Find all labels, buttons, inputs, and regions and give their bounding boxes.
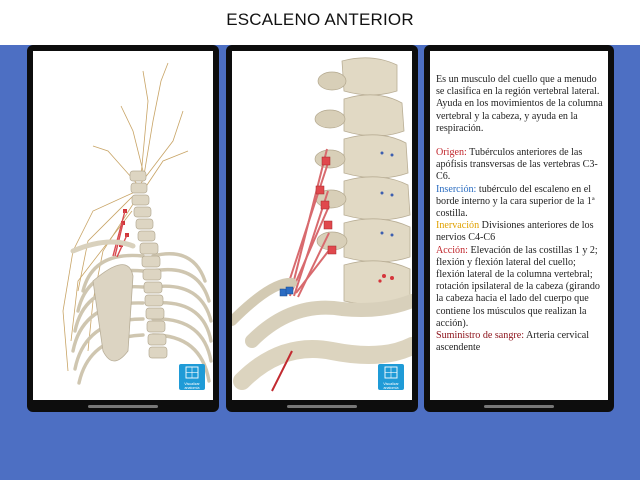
- visualize-anatomy-button[interactable]: [179, 364, 205, 390]
- phone-frame-torso: [27, 45, 219, 412]
- insertion-text: tubérculo del escaleno en el borde interno y la cara superior de la 1ª costilla.: [436, 183, 595, 220]
- origin-paragraph: [436, 147, 604, 184]
- ar-cube-icon: [179, 364, 205, 382]
- blood-label: Suministro de sangre:: [436, 330, 525, 342]
- home-indicator: [88, 405, 158, 408]
- origin-text: Tubérculos anteriores de las apófisis transversas de las vertebras C3-C6.: [436, 147, 598, 183]
- blood-paragraph: [436, 330, 604, 354]
- badge-caption: Visualizar anatomía: [184, 382, 200, 390]
- innervation-label: Inervación: [436, 220, 480, 232]
- home-indicator: [287, 405, 357, 408]
- origin-label: Origen:: [436, 147, 467, 159]
- badge-caption: Visualizar anatomía: [383, 382, 399, 390]
- neck-scalene-illustration: [232, 51, 412, 400]
- action-text: Elevación de las costillas 1 y 2; flexión y flexión lateral del cuello; flexión lateral de la columna vertebral; rotación ipsilateral de la cabeza (girando la cabeza hacia el lado del cuerpo que contiene los músculos que realizan la acción).: [436, 244, 600, 329]
- innervation-text: Divisiones anteriores de los nervios C4-C6: [436, 220, 594, 244]
- action-paragraph: [436, 245, 604, 330]
- anatomy-view-torso: [33, 51, 213, 400]
- slide-title: ESCALENO ANTERIOR: [226, 10, 414, 29]
- action-label: Acción:: [436, 244, 468, 256]
- anatomy-view-neck: [232, 51, 412, 400]
- blood-text: Arteria cervical ascendente: [436, 330, 590, 354]
- home-indicator: [484, 405, 554, 408]
- description-text: [436, 74, 604, 354]
- visualize-anatomy-button[interactable]: [378, 364, 404, 390]
- ar-cube-icon: [378, 364, 404, 382]
- description-panel: [424, 45, 614, 412]
- phone-frame-neck: [226, 45, 418, 412]
- insertion-label: Inserción:: [436, 183, 477, 195]
- description-card: [430, 51, 608, 400]
- insertion-paragraph: [436, 184, 604, 221]
- innervation-paragraph: [436, 220, 604, 244]
- torso-skeleton-illustration: [33, 51, 213, 400]
- intro-paragraph: Es un musculo del cuello que a menudo se clasifica en la región vertebral lateral. Ayuda en los movimientos de la columna vertebral y la cabeza, y ayuda en la respiración.: [436, 74, 603, 134]
